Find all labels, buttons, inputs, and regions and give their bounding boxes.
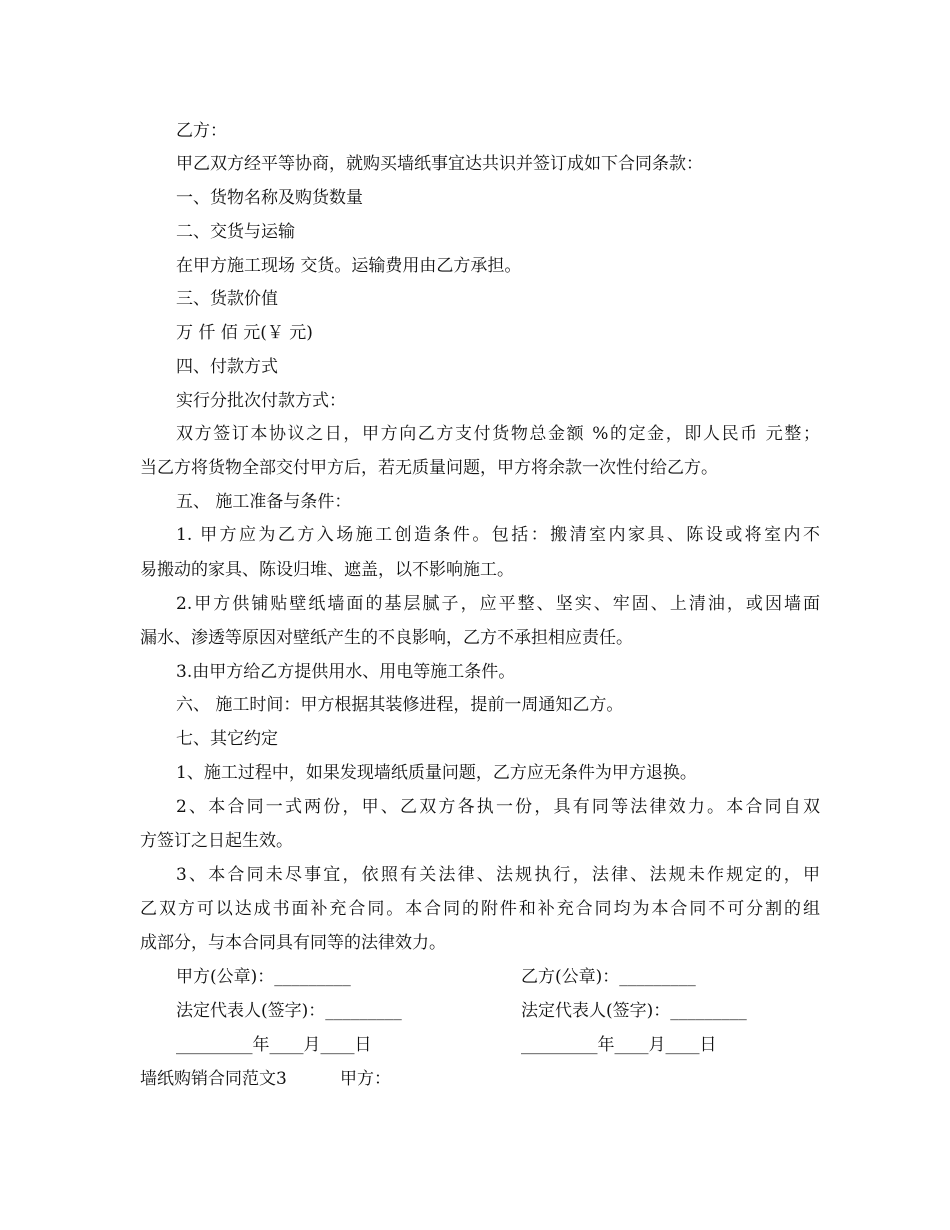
other-term-2-line-1: 2、本合同一式两份，甲、乙双方各执一份，具有同等法律效力。本合同自双 [176,797,820,817]
price-text: 万 仟 佰 元(￥ 元) [176,323,313,343]
other-term-1: 1、施工过程中，如果发现墙纸质量问题，乙方应无条件为甲方退换。 [176,763,697,783]
condition-1-line-2: 易搬动的家具、陈设归堆、遮盖，以不影响施工。 [140,560,514,580]
payment-method-text: 实行分批次付款方式： [176,391,346,411]
other-term-3-line-1: 3、本合同未尽事宜，依照有关法律、法规执行，法律、法规未作规定的，甲 [176,865,820,885]
next-document-title: 墙纸购销合同范文3 [140,1069,287,1089]
condition-2-line-1: 2.甲方供铺贴壁纸墙面的基层腻子，应平整、坚实、牢固、上清油，或因墙面 [176,594,820,614]
party-a-representative: 法定代表人(签字)：_________ [176,1001,402,1021]
condition-3: 3.由甲方给乙方提供用水、用电等施工条件。 [176,662,516,682]
party-b-date: _________年____月____日 [521,1035,717,1055]
party-a-seal: 甲方(公章)：_________ [176,967,351,987]
party-a-date: _________年____月____日 [176,1035,372,1055]
delivery-text: 在甲方施工现场 交货。运输费用由乙方承担。 [176,256,522,276]
section-5-heading: 五、 施工准备与条件： [176,492,352,512]
party-b-representative: 法定代表人(签字)：_________ [521,1001,747,1021]
condition-1-line-1: 1. 甲方应为乙方入场施工创造条件。包括：搬清室内家具、陈设或将室内不 [176,525,820,545]
payment-paragraph-line-1: 双方签订本协议之日，甲方向乙方支付货物总金额 %的定金，即人民币 元整； [176,424,820,444]
intro-paragraph: 甲乙双方经平等协商，就购买墙纸事宜达共识并签订成如下合同条款： [176,154,703,174]
section-6-text: 六、 施工时间：甲方根据其装修进程，提前一周通知乙方。 [176,695,624,715]
section-7-heading: 七、其它约定 [176,729,278,749]
party-b-seal: 乙方(公章)：_________ [521,967,696,987]
other-term-3-line-3: 成部分，与本合同具有同等的法律效力。 [140,933,446,953]
other-term-3-line-2: 乙双方可以达成书面补充合同。本合同的附件和补充合同均为本合同不可分割的组 [140,899,820,919]
condition-2-line-2: 漏水、渗透等原因对壁纸产生的不良影响，乙方不承担相应责任。 [140,628,633,648]
section-3-heading: 三、货款价值 [176,289,278,309]
payment-paragraph-line-2: 当乙方将货物全部交付甲方后，若无质量问题，甲方将余款一次性付给乙方。 [140,458,718,478]
section-4-heading: 四、付款方式 [176,357,278,377]
party-b-label: 乙方： [176,121,227,141]
section-1-heading: 一、货物名称及购货数量 [176,188,363,208]
next-document-party-a: 甲方： [340,1069,391,1089]
other-term-2-line-2: 方签订之日起生效。 [140,831,293,851]
section-2-heading: 二、交货与运输 [176,222,295,242]
